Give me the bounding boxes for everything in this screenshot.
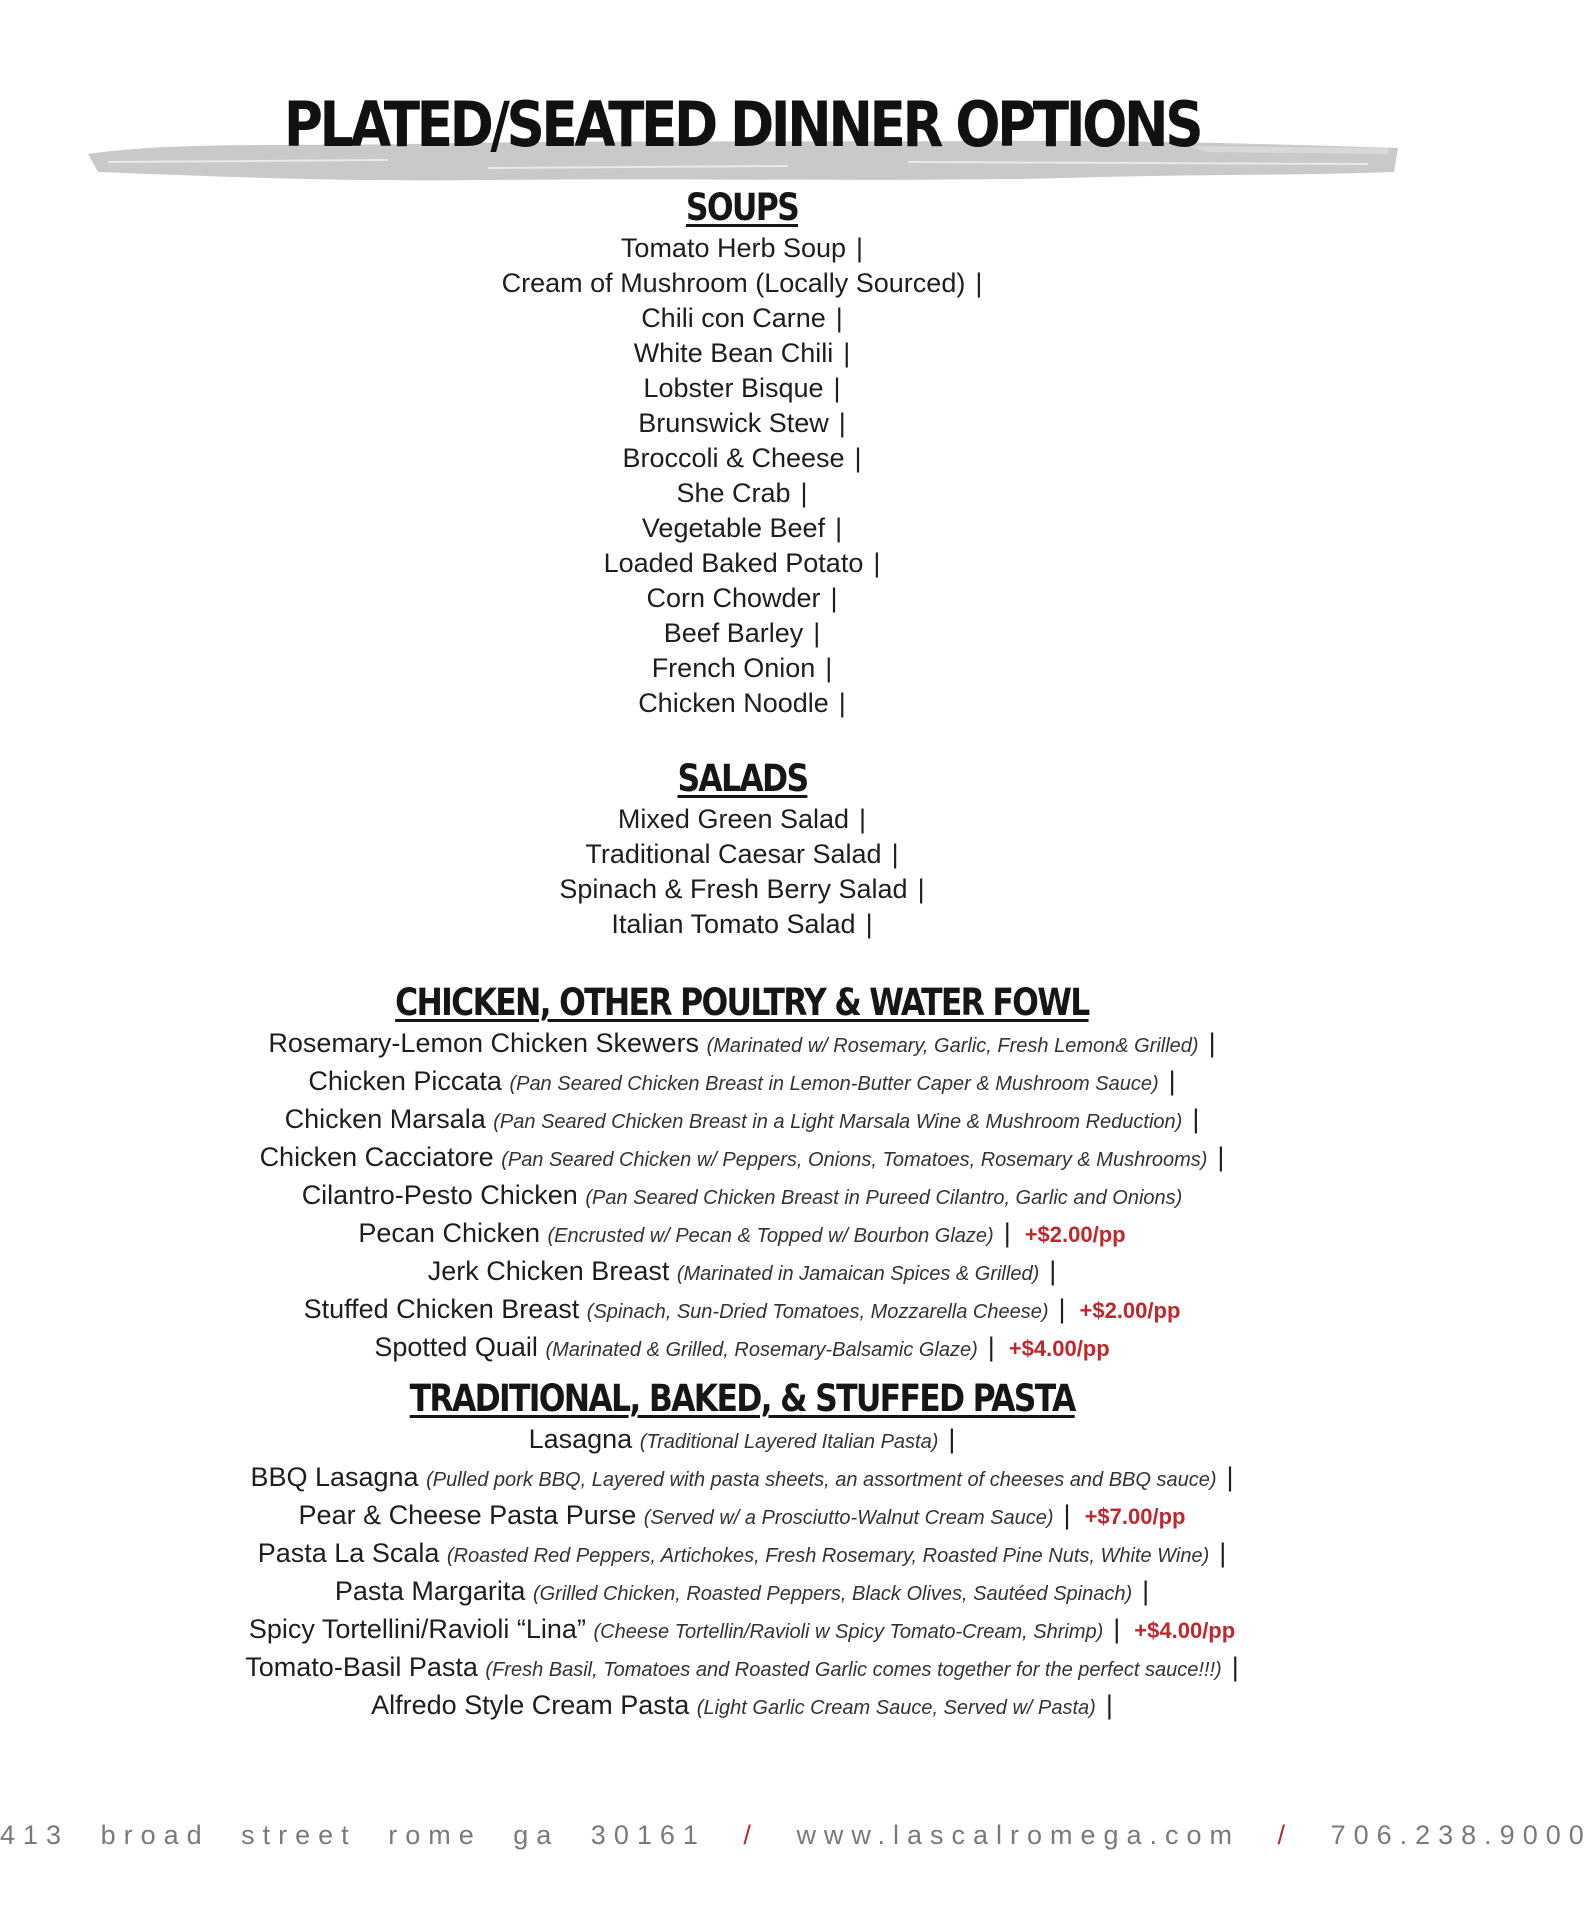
item-separator: | xyxy=(856,233,864,263)
item-separator: | xyxy=(838,688,846,718)
menu-item-name: Pasta La Scala xyxy=(257,1538,440,1568)
menu-item xyxy=(0,441,1484,476)
menu-item-name: Spicy Tortellini/Ravioli “Lina” xyxy=(248,1614,586,1644)
menu-item-description: (Encrusted w/ Pecan & Topped w/ Bourbon Glaze) xyxy=(547,1225,994,1247)
item-separator: | xyxy=(1105,1690,1113,1720)
menu-item xyxy=(0,1688,1484,1726)
menu-item-name: Loaded Baked Potato xyxy=(603,548,864,578)
menu-item-description: (Pulled pork BBQ, Layered with pasta sheets, an assortment of cheeses and BBQ sauce) xyxy=(426,1469,1217,1491)
menu-item-name: Traditional Caesar Salad xyxy=(585,839,882,869)
menu-item-description: (Fresh Basil, Tomatoes and Roasted Garlic comes together for the perfect sauce!!!) xyxy=(485,1659,1222,1681)
item-separator: | xyxy=(1219,1538,1227,1568)
section-title: CHICKEN, OTHER POULTRY & WATER FOWL xyxy=(395,981,1089,1024)
menu-item xyxy=(0,872,1484,907)
menu-item-name: Corn Chowder xyxy=(646,583,821,613)
menu-item-name: She Crab xyxy=(676,478,791,508)
menu-item-name: Stuffed Chicken Breast xyxy=(303,1294,580,1324)
menu-item-description: (Pan Seared Chicken Breast in Lemon-Butter Caper & Mushroom Sauce) xyxy=(509,1073,1159,1095)
menu-item-name: Lasagna xyxy=(528,1424,633,1454)
menu-item xyxy=(0,546,1484,581)
menu-item-name: Brunswick Stew xyxy=(638,408,829,438)
menu-item-name: Chicken Piccata xyxy=(308,1066,502,1096)
item-separator: | xyxy=(891,839,899,869)
menu-item xyxy=(0,476,1484,511)
menu-item-description: (Marinated & Grilled, Rosemary-Balsamic Glaze) xyxy=(545,1339,978,1361)
menu-item-name: Pasta Margarita xyxy=(334,1576,526,1606)
menu-item-name: Pear & Cheese Pasta Purse xyxy=(298,1500,637,1530)
menu-item xyxy=(0,1140,1484,1178)
menu-item xyxy=(0,301,1484,336)
item-separator: | xyxy=(813,618,821,648)
menu-item-description: (Grilled Chicken, Roasted Peppers, Black Olives, Sautéed Spinach) xyxy=(532,1583,1133,1605)
menu-item-name: BBQ Lasagna xyxy=(250,1462,419,1492)
menu-item xyxy=(0,1254,1484,1292)
item-separator: | xyxy=(835,303,843,333)
item-separator: | xyxy=(843,338,851,368)
menu-item xyxy=(0,511,1484,546)
menu-item-name: Chicken Cacciatore xyxy=(259,1142,494,1172)
menu-item-name: Pecan Chicken xyxy=(358,1218,540,1248)
item-separator: | xyxy=(835,513,843,543)
footer-website-link[interactable]: www.lascalromega.com xyxy=(796,1820,1241,1850)
item-separator: | xyxy=(859,804,867,834)
section-title: SALADS xyxy=(677,757,807,800)
menu-item-description: (Cheese Tortellin/Ravioli w Spicy Tomato-Cream, Shrimp) xyxy=(593,1621,1104,1643)
section-title: TRADITIONAL, BAKED, & STUFFED PASTA xyxy=(409,1377,1075,1420)
item-separator: | xyxy=(948,1424,956,1454)
menu-item-description: (Pan Seared Chicken Breast in Pureed Cilantro, Garlic and Onions) xyxy=(585,1187,1183,1209)
menu-item xyxy=(0,907,1484,942)
item-separator: | xyxy=(1168,1066,1176,1096)
footer-contact xyxy=(0,1820,1592,1851)
menu-item xyxy=(0,231,1484,266)
item-separator: | xyxy=(1192,1104,1200,1134)
item-separator: | xyxy=(1058,1294,1066,1324)
footer-phone: 706.238.9000 xyxy=(1330,1820,1592,1850)
menu-item-name: Chicken Noodle xyxy=(638,688,829,718)
menu-item-name: Lobster Bisque xyxy=(643,373,824,403)
menu-item-name: Vegetable Beef xyxy=(641,513,826,543)
item-separator: | xyxy=(917,874,925,904)
menu-list xyxy=(0,1026,1484,1368)
menu-item xyxy=(0,1650,1484,1688)
menu-item-name: Italian Tomato Salad xyxy=(611,909,856,939)
item-separator: | xyxy=(1063,1500,1071,1530)
menu-item xyxy=(0,1064,1484,1102)
title-banner xyxy=(0,70,1484,180)
item-separator: | xyxy=(1208,1028,1216,1058)
menu-item-description: (Served w/ a Prosciutto-Walnut Cream Sauce) xyxy=(643,1507,1054,1529)
menu-item-name: French Onion xyxy=(651,653,816,683)
item-separator: | xyxy=(1003,1218,1011,1248)
footer-divider: / xyxy=(1277,1820,1294,1850)
section-title: SOUPS xyxy=(685,186,799,229)
menu-list xyxy=(0,802,1484,942)
menu-item-name: Spinach & Fresh Berry Salad xyxy=(559,874,908,904)
menu-item-description: (Pan Seared Chicken w/ Peppers, Onions, Tomatoes, Rosemary & Mushrooms) xyxy=(501,1149,1208,1171)
menu-item-description: (Spinach, Sun-Dried Tomatoes, Mozzarella Cheese) xyxy=(586,1301,1049,1323)
menu-item xyxy=(0,651,1484,686)
item-separator: | xyxy=(854,443,862,473)
menu-item-name: Cream of Mushroom (Locally Sourced) xyxy=(501,268,966,298)
item-separator: | xyxy=(987,1332,995,1362)
menu-item-description: (Roasted Red Peppers, Artichokes, Fresh Rosemary, Roasted Pine Nuts, White Wine) xyxy=(446,1545,1210,1567)
menu-item xyxy=(0,1178,1484,1216)
menu-list xyxy=(0,1422,1484,1726)
menu-item-upcharge: +$7.00/pp xyxy=(1084,1504,1186,1529)
menu-item xyxy=(0,1422,1484,1460)
menu-item xyxy=(0,1102,1484,1140)
menu-item xyxy=(0,1460,1484,1498)
salads-section xyxy=(0,756,1484,942)
menu-item-name: Alfredo Style Cream Pasta xyxy=(371,1690,690,1720)
menu-item-description: (Light Garlic Cream Sauce, Served w/ Pasta) xyxy=(696,1697,1096,1719)
menu-item-name: Rosemary-Lemon Chicken Skewers xyxy=(268,1028,700,1058)
footer-divider: / xyxy=(743,1820,759,1850)
menu-list xyxy=(0,231,1484,721)
menu-item-name: Chicken Marsala xyxy=(284,1104,486,1134)
menu-item-name: Beef Barley xyxy=(663,618,804,648)
menu-item-name: Chili con Carne xyxy=(641,303,826,333)
menu-item-description: (Marinated in Jamaican Spices & Grilled) xyxy=(676,1263,1040,1285)
item-separator: | xyxy=(838,408,846,438)
item-separator: | xyxy=(1226,1462,1234,1492)
menu-item xyxy=(0,686,1484,721)
item-separator: | xyxy=(1142,1576,1150,1606)
menu-item-name: Jerk Chicken Breast xyxy=(427,1256,670,1286)
menu-item-upcharge: +$4.00/pp xyxy=(1134,1618,1236,1643)
menu-item xyxy=(0,1026,1484,1064)
menu-item xyxy=(0,616,1484,651)
item-separator: | xyxy=(833,373,841,403)
item-separator: | xyxy=(830,583,838,613)
menu-item-name: Tomato-Basil Pasta xyxy=(245,1652,478,1682)
menu-item-upcharge: +$2.00/pp xyxy=(1024,1222,1126,1247)
menu-item xyxy=(0,802,1484,837)
item-separator: | xyxy=(1231,1652,1239,1682)
menu-item-name: Cilantro-Pesto Chicken xyxy=(301,1180,578,1210)
item-separator: | xyxy=(865,909,873,939)
menu-item xyxy=(0,1216,1484,1254)
item-separator: | xyxy=(1113,1614,1121,1644)
menu-item xyxy=(0,1330,1484,1368)
menu-item xyxy=(0,1574,1484,1612)
menu-item xyxy=(0,581,1484,616)
menu-item-description: (Marinated w/ Rosemary, Garlic, Fresh Lemon& Grilled) xyxy=(706,1035,1199,1057)
menu-item-name: White Bean Chili xyxy=(633,338,834,368)
item-separator: | xyxy=(1217,1142,1225,1172)
menu-item-upcharge: +$2.00/pp xyxy=(1079,1298,1181,1323)
item-separator: | xyxy=(825,653,833,683)
menu-item xyxy=(0,1536,1484,1574)
menu-item-name: Spotted Quail xyxy=(374,1332,538,1362)
item-separator: | xyxy=(873,548,881,578)
menu-item xyxy=(0,406,1484,441)
pasta-section xyxy=(0,1376,1484,1726)
item-separator: | xyxy=(800,478,808,508)
menu-item-description: (Pan Seared Chicken Breast in a Light Marsala Wine & Mushroom Reduction) xyxy=(493,1111,1183,1133)
menu-item xyxy=(0,1612,1484,1650)
menu-item-name: Tomato Herb Soup xyxy=(620,233,847,263)
menu-item xyxy=(0,1292,1484,1330)
poultry-section xyxy=(0,980,1484,1368)
menu-item-upcharge: +$4.00/pp xyxy=(1008,1336,1110,1361)
menu-item xyxy=(0,371,1484,406)
menu-item xyxy=(0,336,1484,371)
menu-item xyxy=(0,837,1484,872)
soups-section xyxy=(0,185,1484,721)
menu-item xyxy=(0,1498,1484,1536)
footer-address: 413 broad street rome ga 30161 xyxy=(0,1820,706,1850)
page-title: PLATED/SEATED DINNER OPTIONS xyxy=(283,88,1201,161)
item-separator: | xyxy=(975,268,983,298)
item-separator: | xyxy=(1049,1256,1057,1286)
menu-item-name: Mixed Green Salad xyxy=(617,804,850,834)
menu-item-description: (Traditional Layered Italian Pasta) xyxy=(639,1431,939,1453)
menu-item-name: Broccoli & Cheese xyxy=(622,443,845,473)
menu-item xyxy=(0,266,1484,301)
